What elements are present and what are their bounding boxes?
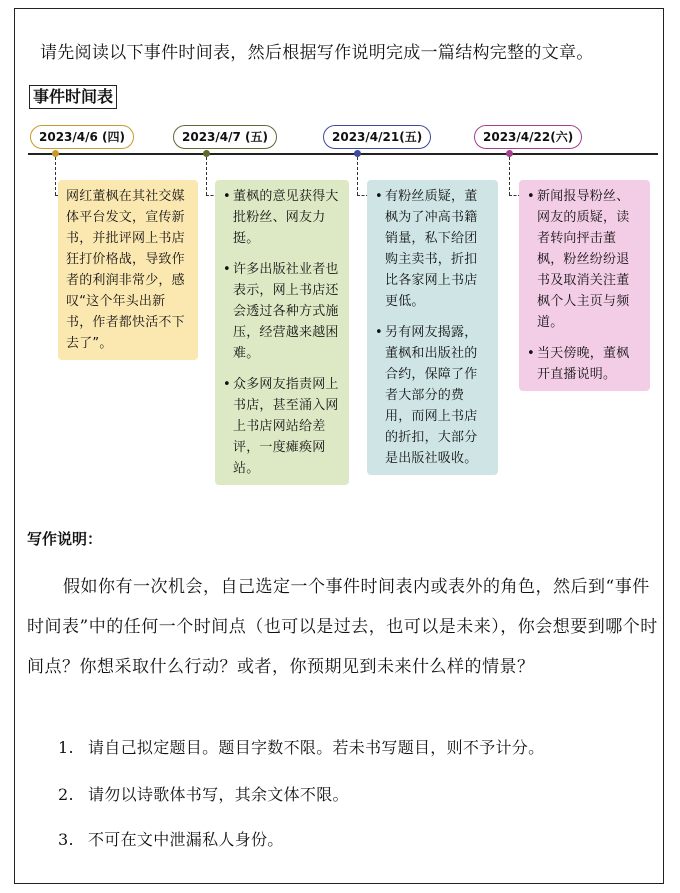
timeline-marker-2 [203,150,210,157]
requirement-3 [58,829,284,851]
requirement-1 [58,737,544,759]
writing-instructions-title: 写作说明： [27,530,103,548]
requirement-2-number: 2. [58,785,74,804]
timeline-marker-3 [354,150,361,157]
timeline-connector-3 [357,157,358,195]
requirement-3-number: 3. [58,830,74,849]
timeline-date-1: 2023/4/6 (四) [30,125,134,149]
event-1-text: 网红董枫在其社交媒体平台发文，宣传新书，并批评网上书店狂打价格战，导致作者的利润非常少，感叹“这个年头出新书，作者都快活不下去了”。 [66,189,185,351]
requirement-1-number: 1. [58,738,74,757]
event-4-item-2: • 当天傍晚，董枫开直播说明。 [527,343,642,385]
event-box-2 [215,180,349,485]
timeline-date-3: 2023/4/21(五) [323,125,431,149]
requirement-1-text: 请自己拟定题目。题目字数不限。若未书写题目，则不予计分。 [88,738,545,757]
timeline-connector-4 [509,157,510,195]
requirement-3-text: 不可在文中泄漏私人身份。 [88,830,284,849]
event-box-1 [58,180,198,360]
requirement-2-text: 请勿以诗歌体书写，其余文体不限。 [88,785,349,804]
timeline-title: 事件时间表 [29,85,117,109]
event-2-item-1: • 董枫的意见获得大批粉丝、网友力挺。 [223,186,341,249]
timeline-date-2: 2023/4/7 (五) [173,125,277,149]
timeline-date-4: 2023/4/22(六) [474,125,582,149]
timeline-connector-1 [55,157,56,195]
event-box-4 [519,180,650,391]
timeline-marker-4 [506,150,513,157]
timeline-connector-2 [206,157,207,195]
event-2-item-3: • 众多网友指责网上书店，甚至涌入网上书店网站给差评，一度瘫痪网站。 [223,374,341,479]
timeline-marker-1 [52,150,59,157]
requirement-2 [58,784,349,806]
event-4-item-1: • 新闻报导粉丝、网友的质疑，读者转向抨击董枫，粉丝纷纷退书及取消关注董枫个人主页与频道。 [527,186,642,333]
intro-instruction: 请先阅读以下事件时间表，然后根据写作说明完成一篇结构完整的文章。 [40,43,594,63]
event-2-item-2: • 许多出版社业者也表示，网上书店还会透过各种方式施压，经营越来越困难。 [223,259,341,364]
event-3-item-2: • 另有网友揭露，董枫和出版社的合约，保障了作者大部分的费用，而网上书店的折扣，大部分是出版社吸收。 [375,322,490,469]
timeline-axis [28,153,658,155]
writing-prompt-paragraph: 假如你有一次机会，自己选定一个事件时间表内或表外的角色，然后到“事件时间表”中的任何一个时间点（也可以是过去，也可以是未来），你会想要到哪个时间点？你想采取什么行动？或者，你预期见到未来什么样的情景？ [27,577,658,677]
event-3-item-1: • 有粉丝质疑，董枫为了冲高书籍销量，私下给团购主卖书，折扣比各家网上书店更低。 [375,186,490,312]
event-box-3 [367,180,498,475]
